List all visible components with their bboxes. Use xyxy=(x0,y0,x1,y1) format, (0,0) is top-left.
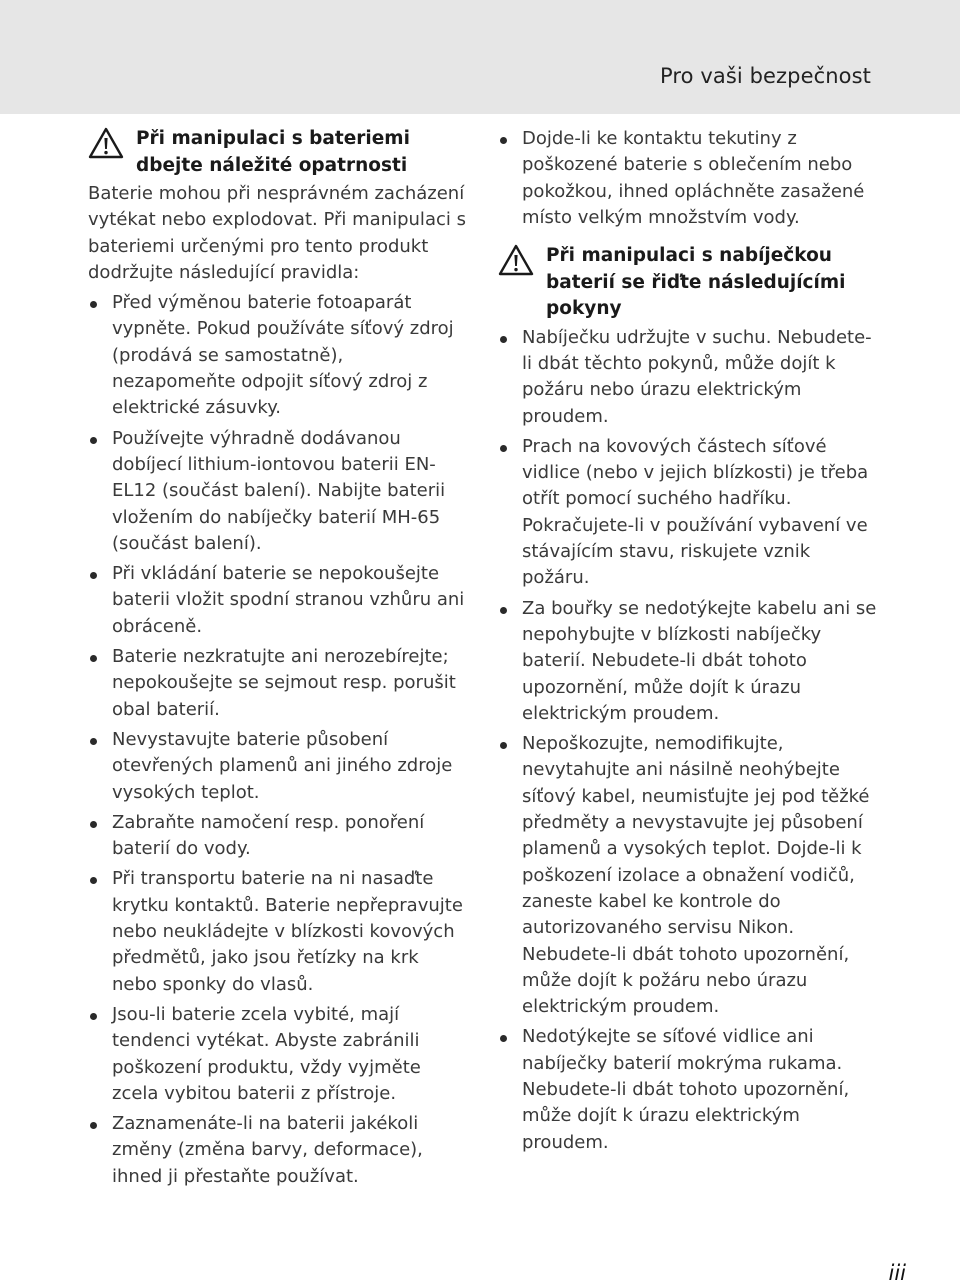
bullet-icon xyxy=(90,1122,97,1129)
list-item xyxy=(498,596,878,727)
list-item xyxy=(88,644,468,723)
bullet-icon xyxy=(90,301,97,308)
bullet-icon xyxy=(90,655,97,662)
list-item xyxy=(88,727,468,806)
list-item xyxy=(498,126,878,231)
list-item-text: Zabraňte namočení resp. ponoření baterií do vody. xyxy=(112,811,425,860)
battery-rules-list xyxy=(88,290,468,1190)
list-item-text: Jsou-li baterie zcela vybité, mají tendenci vytékat. Abyste zabránili poškození produktu, vždy vyjměte zcela vybitou baterii z přístroje. xyxy=(112,1003,421,1104)
list-item-text: Dojde-li ke kontaktu tekutiny z poškozené baterie s oblečením nebo pokožkou, ihned opláchněte zasažené místo velkým množstvím vody. xyxy=(522,128,865,228)
intro-paragraph: Baterie mohou při nesprávném zacházení vytékat nebo explodovat. Při manipulaci s bateriemi určenými pro tento produkt dodržujte následující pravidla: xyxy=(88,183,466,283)
list-item xyxy=(88,426,468,557)
bullet-icon xyxy=(90,821,97,828)
bullet-icon xyxy=(90,1013,97,1020)
list-item-text: Nabíječku udržujte v suchu. Nebudete-li dbát těchto pokynů, může dojít k požáru nebo úrazu elektrickým proudem. xyxy=(522,326,872,427)
list-item-text: Nedotýkejte se síťové vidlice ani nabíječky baterií mokrýma rukama. Nebudete-li dbát tohoto upozornění, může dojít k úrazu elektrickým proudem. xyxy=(522,1026,850,1153)
heading-text: Při manipulaci s bateriemi dbejte náležité opatrnosti xyxy=(136,128,410,176)
list-item xyxy=(498,325,878,430)
list-item-text: Za bouřky se nedotýkejte kabelu ani se nepohybujte v blízkosti nabíječky baterií. Nebudete-li dbát tohoto upozornění, může dojít k úrazu elektrickým proudem. xyxy=(522,597,877,724)
bullet-icon xyxy=(500,1035,507,1042)
list-item xyxy=(498,731,878,1020)
list-item xyxy=(88,290,468,421)
list-item-text: Při transportu baterie na ni nasaďte krytku kontaktů. Baterie nepřepravujte nebo neukládejte v blízkosti kovových předmětů, jako jsou řetízky na krk nebo sponky do vlasů. xyxy=(112,868,463,995)
left-column xyxy=(88,126,468,1194)
list-item-text: Před výměnou baterie fotoaparát vypněte. Pokud používáte síťový zdroj (prodává se samostatně), nezapomeňte odpojit síťový zdroj z elektrické zásuvky. xyxy=(112,292,454,419)
bullet-icon xyxy=(90,738,97,745)
section-title: Pro vaši bezpečnost xyxy=(659,64,871,88)
charger-rules-list xyxy=(498,325,878,1156)
warning-triangle-icon xyxy=(498,244,534,276)
list-item-text: Používejte výhradně dodávanou dobíjecí lithium-iontovou baterii EN-EL12 (součást balení). Nabijte baterii vložením do nabíječky baterií MH-65 (součást balení). xyxy=(112,427,446,554)
list-item xyxy=(498,1024,878,1155)
right-column xyxy=(498,126,878,1160)
list-item xyxy=(88,561,468,640)
list-item-text: Při vkládání baterie se nepokoušejte baterii vložit spodní stranou vzhůru ani obráceně. xyxy=(112,563,465,637)
warning-triangle-icon xyxy=(88,127,124,159)
list-item xyxy=(88,866,468,997)
bullet-icon xyxy=(90,437,97,444)
bullet-icon xyxy=(500,336,507,343)
charger-warning-heading xyxy=(498,243,878,323)
list-item xyxy=(88,810,468,863)
bullet-icon xyxy=(500,607,507,614)
list-item-text: Baterie nezkratujte ani nerozebírejte; nepokoušejte se sejmout resp. porušit obal baterií. xyxy=(112,646,456,720)
battery-warning-heading xyxy=(88,126,468,179)
bullet-icon xyxy=(500,742,507,749)
bullet-icon xyxy=(90,877,97,884)
header-band xyxy=(0,0,960,114)
bullet-icon xyxy=(90,572,97,579)
list-item xyxy=(88,1111,468,1190)
battery-rules-continued-list xyxy=(498,126,878,231)
page-number: iii xyxy=(888,1261,906,1285)
list-item-text: Nepoškozujte, nemodifikujte, nevytahujte ani násilně neohýbejte síťový kabel, neumisťujte jej pod těžké předměty a nevystavujte jej působení plamenů a vysokých teplot. Dojde-li k poškození izolace a obnažení vodičů, zaneste kabel ke kontrole do autorizovaného servisu Nikon. Nebudete-li dbát tohoto upozornění, může dojít k požáru nebo úrazu elektrickým proudem. xyxy=(522,733,870,1018)
list-item xyxy=(498,434,878,592)
list-item-text: Zaznamenáte-li na baterii jakékoli změny (změna barvy, deformace), ihned ji přestaňte používat. xyxy=(112,1113,423,1187)
list-item xyxy=(88,1002,468,1107)
list-item-text: Nevystavujte baterie působení otevřených plamenů ani jiného zdroje vysokých teplot. xyxy=(112,728,453,803)
bullet-icon xyxy=(500,137,507,144)
list-item-text: Prach na kovových částech síťové vidlice (nebo v jejich blízkosti) je třeba otřít pomocí suchého hadříku. Pokračujete-li v používání vybavení ve stávajícím stavu, riskujete vznik požáru. xyxy=(522,435,869,589)
heading-text: Při manipulaci s nabíječkou baterií se řiďte následujícími pokyny xyxy=(546,245,846,320)
bullet-icon xyxy=(500,445,507,452)
